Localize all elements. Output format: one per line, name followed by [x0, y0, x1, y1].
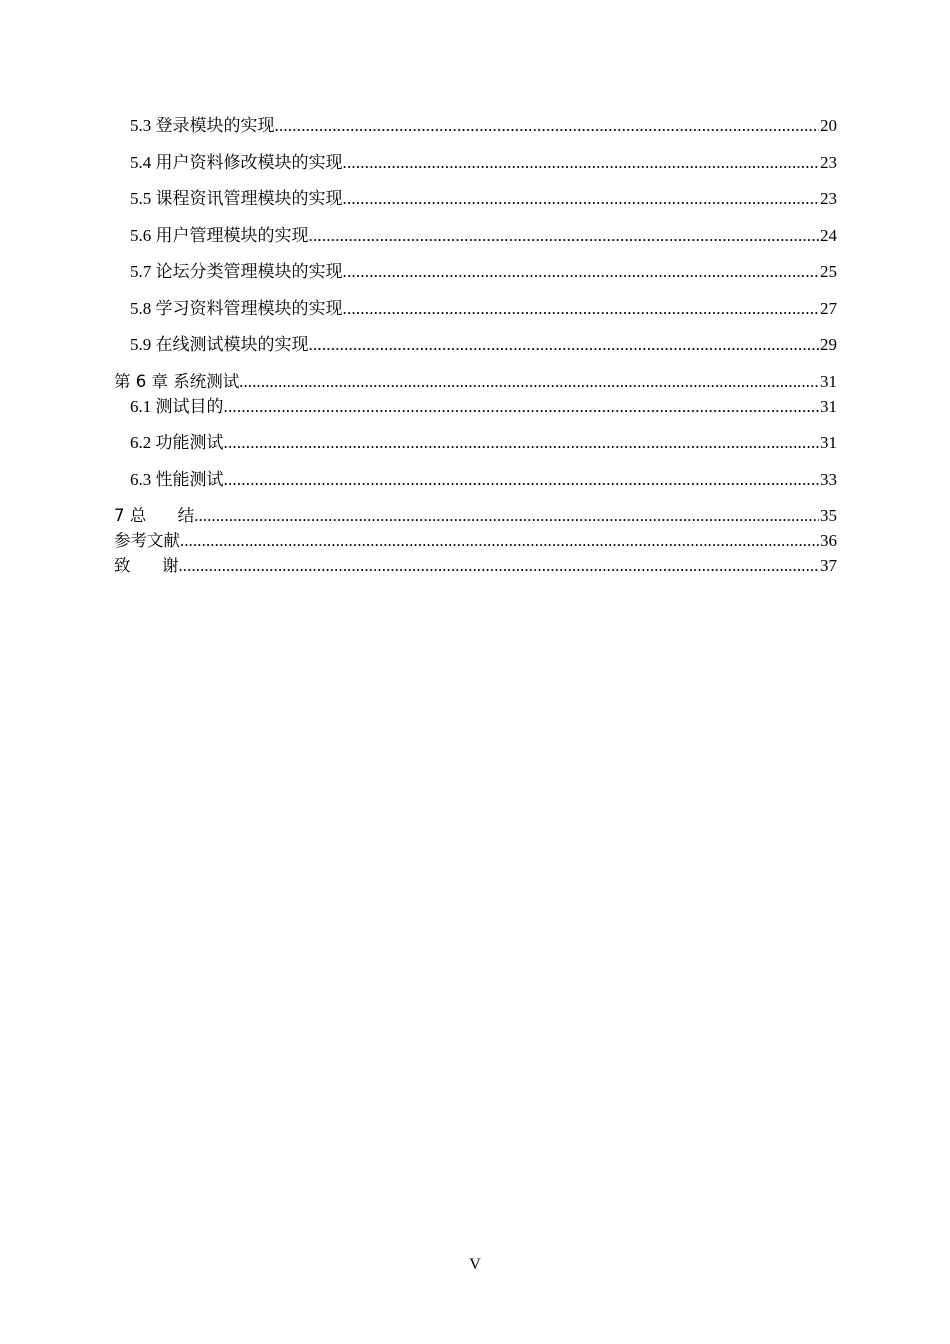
toc-entry-title: 参考文献 — [114, 531, 180, 550]
toc-entry-page: 23 — [820, 153, 837, 172]
toc-entry-page: 37 — [820, 556, 837, 575]
toc-entry-5-6[interactable] — [130, 225, 837, 247]
toc-entry-title: 5.8 学习资料管理模块的实现 — [130, 299, 343, 318]
toc-entry-title: 6.3 性能测试 — [130, 470, 224, 489]
toc-entry-title: 5.9 在线测试模块的实现 — [130, 335, 309, 354]
toc-dot-leader — [309, 334, 820, 356]
toc-dot-leader — [194, 505, 819, 527]
toc-entry-6-1[interactable] — [130, 396, 837, 418]
toc-entry-title: 5.4 用户资料修改模块的实现 — [130, 153, 343, 172]
toc-entry-page: 31 — [820, 433, 837, 452]
toc-entry-title: 6.2 功能测试 — [130, 433, 224, 452]
toc-entry-title: 5.7 论坛分类管理模块的实现 — [130, 262, 343, 281]
toc-entry-title: 5.3 登录模块的实现 — [130, 116, 275, 135]
toc-entry-title: 第 6 章 系统测试 — [114, 372, 240, 391]
toc-entry-title: 致 谢 — [114, 556, 179, 575]
toc-entry-page: 33 — [820, 470, 837, 489]
toc-entry-page: 20 — [820, 116, 837, 135]
toc-dot-leader — [309, 225, 820, 247]
toc-entry-5-9[interactable] — [130, 334, 837, 356]
toc-entry-6-2[interactable] — [130, 432, 837, 454]
toc-entry-title: 6.1 测试目的 — [130, 397, 224, 416]
toc-entry-title: 7 总 结 — [114, 506, 195, 525]
toc-entry-page: 23 — [820, 189, 837, 208]
toc-dot-leader — [343, 298, 820, 320]
toc-entry-page: 35 — [820, 506, 837, 525]
toc-dot-leader — [224, 469, 820, 491]
toc-dot-leader — [343, 261, 820, 283]
toc-entry-references[interactable] — [114, 530, 837, 552]
toc-entry-page: 29 — [820, 335, 837, 354]
toc-entry-page: 24 — [820, 226, 837, 245]
toc-entry-5-4[interactable] — [130, 152, 837, 174]
toc-dot-leader — [178, 555, 819, 577]
toc-dot-leader — [180, 530, 819, 552]
toc-entry-title: 5.5 课程资讯管理模块的实现 — [130, 189, 343, 208]
toc-entry-page: 36 — [820, 531, 837, 550]
toc-entry-page: 25 — [820, 262, 837, 281]
toc-entry-page: 27 — [820, 299, 837, 318]
toc-entry-5-5[interactable] — [130, 188, 837, 210]
toc-dot-leader — [275, 115, 820, 137]
toc-dot-leader — [224, 396, 820, 418]
toc-dot-leader — [239, 371, 819, 393]
toc-entry-title: 5.6 用户管理模块的实现 — [130, 226, 309, 245]
toc-entry-5-7[interactable] — [130, 261, 837, 283]
toc-entry-page: 31 — [820, 397, 837, 416]
page-number: V — [469, 1256, 481, 1273]
toc-entry-acknowledgements[interactable] — [114, 555, 837, 577]
toc-dot-leader — [224, 432, 820, 454]
toc-entry-6-3[interactable] — [130, 469, 837, 491]
toc-entry-5-8[interactable] — [130, 298, 837, 320]
toc-entry-chapter-6[interactable] — [114, 371, 837, 393]
toc-dot-leader — [343, 152, 820, 174]
toc-entry-5-3[interactable] — [130, 115, 837, 137]
toc-entry-page: 31 — [820, 372, 837, 391]
toc-entry-chapter-7[interactable] — [114, 505, 837, 527]
toc-dot-leader — [343, 188, 820, 210]
